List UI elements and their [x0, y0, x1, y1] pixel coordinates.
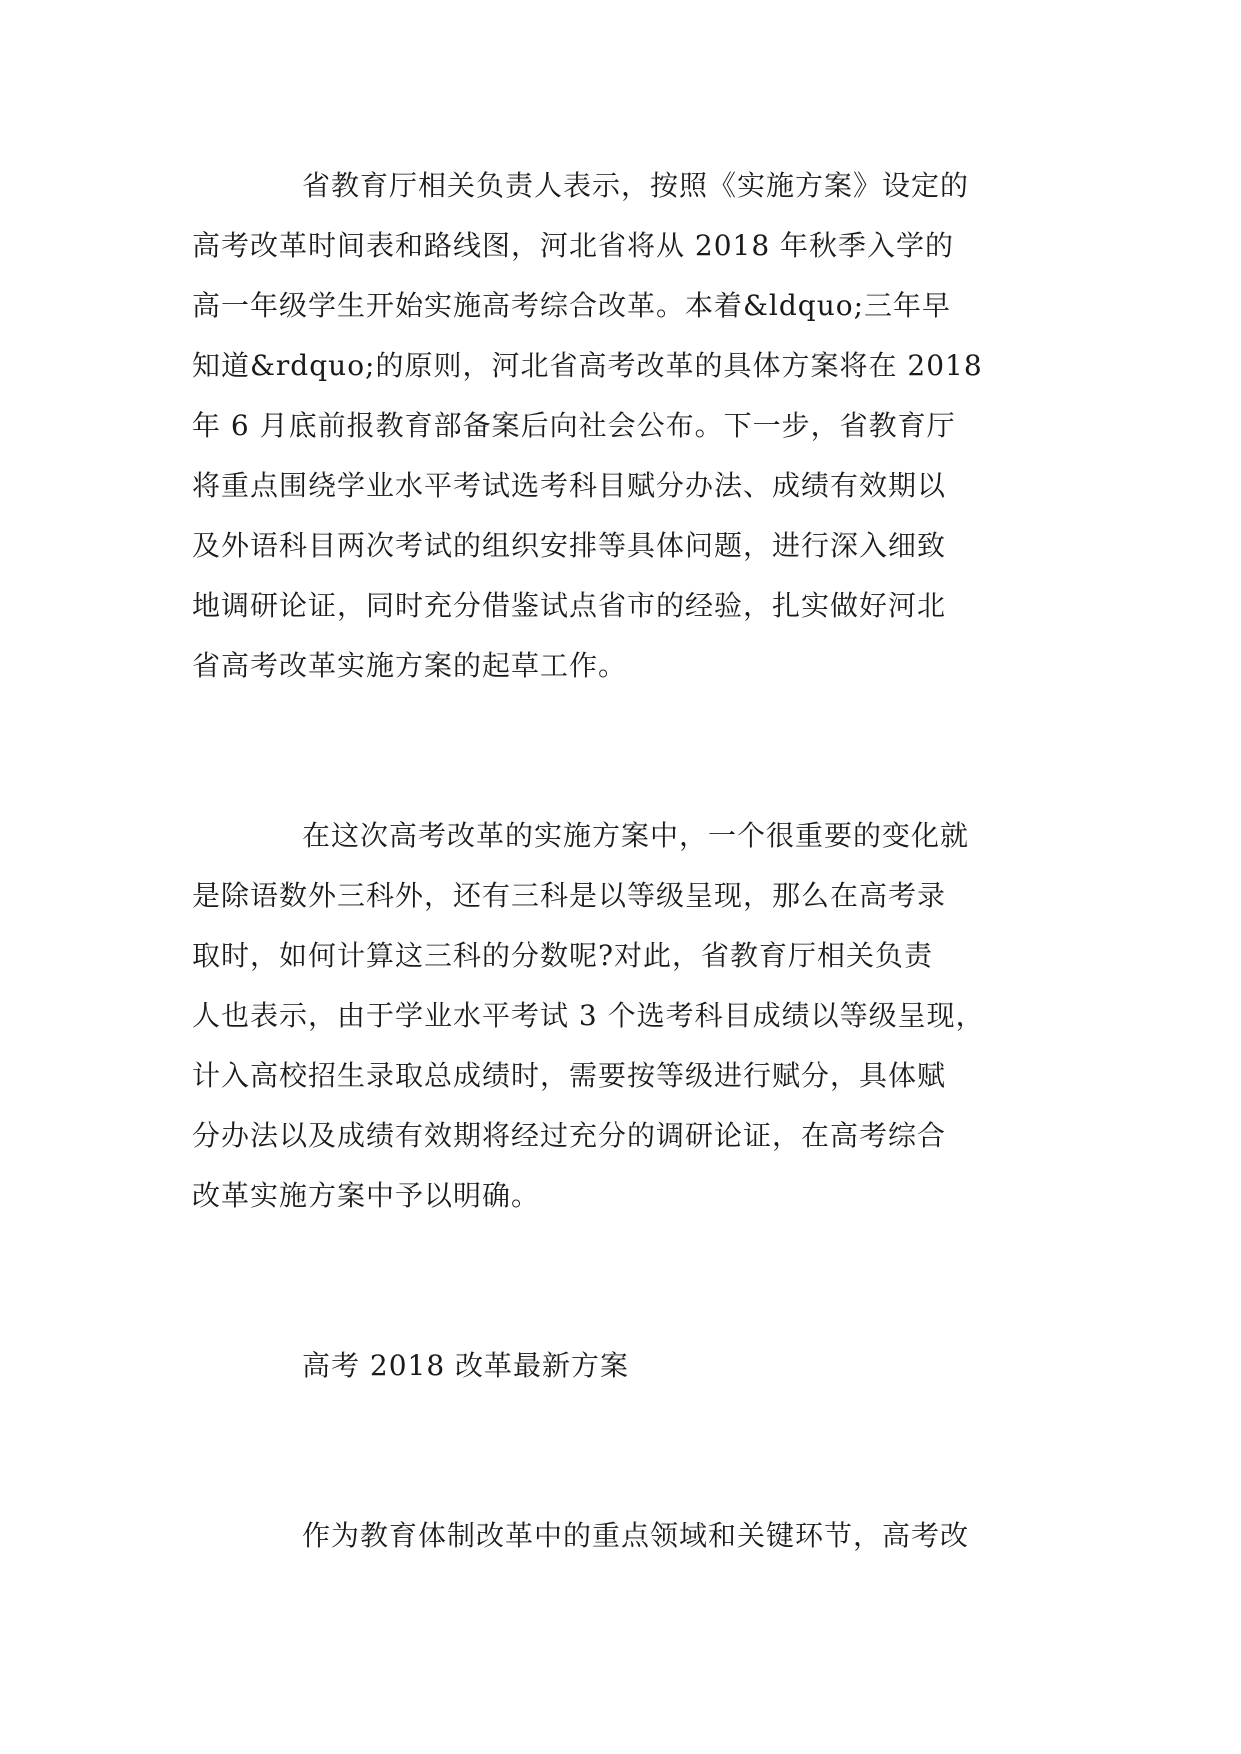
paragraph-line: 将重点围绕学业水平考试选考科目赋分办法、成绩有效期以 [192, 469, 947, 502]
paragraph-line: 省教育厅相关负责人表示，按照《实施方案》设定的 [302, 169, 970, 202]
paragraph-line: 高考改革时间表和路线图，河北省将从 2018 年秋季入学的 [192, 229, 955, 262]
paragraph-line: 在这次高考改革的实施方案中，一个很重要的变化就 [302, 819, 970, 852]
paragraph-line: 是除语数外三科外，还有三科是以等级呈现，那么在高考录 [192, 879, 947, 912]
paragraph-line: 分办法以及成绩有效期将经过充分的调研论证，在高考综合 [192, 1119, 947, 1152]
paragraph-line: 取时，如何计算这三科的分数呢?对此，省教育厅相关负责 [192, 939, 934, 972]
paragraph-line: 知道&rdquo;的原则，河北省高考改革的具体方案将在 2018 [192, 349, 983, 382]
paragraph-line: 及外语科目两次考试的组织安排等具体问题，进行深入细致 [192, 529, 947, 562]
paragraph-line: 年 6 月底前报教育部备案后向社会公布。下一步，省教育厅 [192, 409, 956, 442]
section-heading: 高考 2018 改革最新方案 [302, 1349, 630, 1382]
paragraph-line: 计入高校招生录取总成绩时，需要按等级进行赋分，具体赋 [192, 1059, 947, 1092]
paragraph-line: 地调研论证，同时充分借鉴试点省市的经验，扎实做好河北 [192, 589, 947, 622]
paragraph-line: 改革实施方案中予以明确。 [192, 1179, 541, 1212]
paragraph-line: 作为教育体制改革中的重点领域和关键环节，高考改 [302, 1519, 970, 1552]
paragraph-line: 省高考改革实施方案的起草工作。 [192, 649, 628, 682]
paragraph-line: 高一年级学生开始实施高考综合改革。本着&ldquo;三年早 [192, 289, 952, 322]
paragraph-line: 人也表示，由于学业水平考试 3 个选考科目成绩以等级呈现， [192, 999, 985, 1032]
